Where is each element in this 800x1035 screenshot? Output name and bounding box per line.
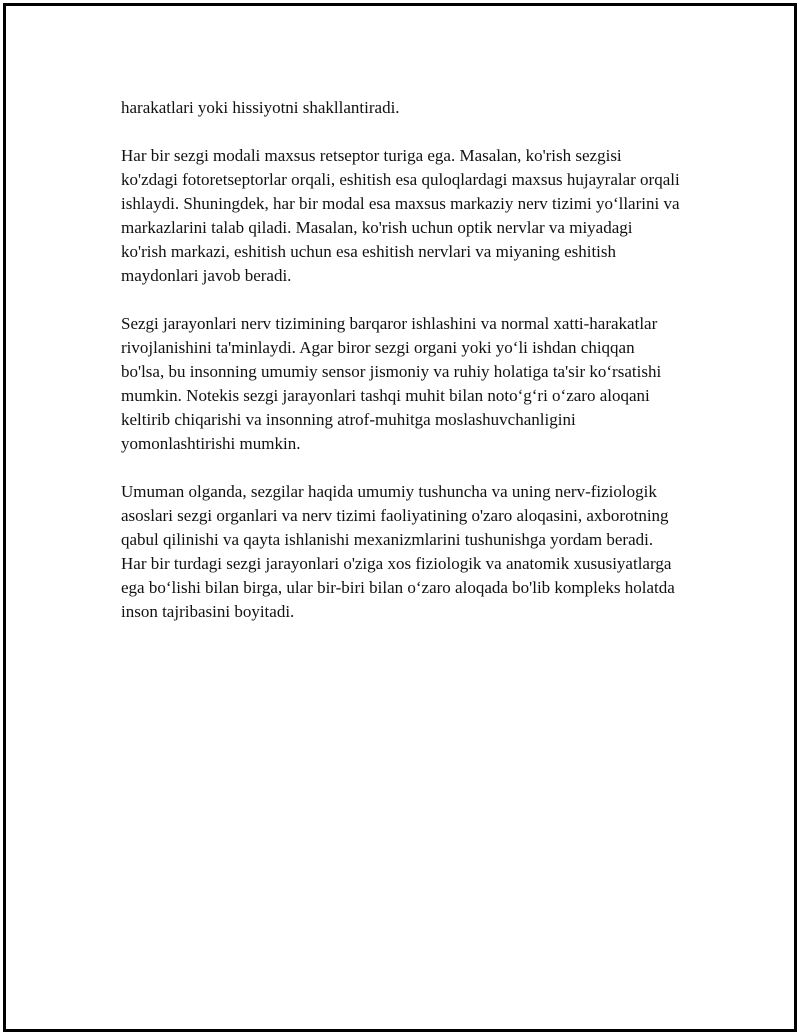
document-body xyxy=(121,96,681,648)
paragraph-4: Umuman olganda, sezgilar haqida umumiy tushuncha va uning nerv-fiziologik asoslari sezgi organlari va nerv tizimi faoliyatining o'zaro aloqasini, axborotning qabul qilinishi va qayta ishlanishi mexanizmlarini tushunishga yordam beradi. Har bir turdagi sezgi jarayonlari o'ziga xos fiziologik va anatomik xususiyatlarga ega bo‘lishi bilan birga, ular bir-biri bilan o‘zaro aloqada bo'lib kompleks holatda inson tajribasini boyitadi. xyxy=(121,482,675,621)
paragraph-1: harakatlari yoki hissiyotni shakllantiradi. xyxy=(121,98,400,117)
paragraph-3: Sezgi jarayonlari nerv tizimining barqaror ishlashini va normal xatti-harakatlar rivojlanishini ta'minlaydi. Agar biror sezgi organi yoki yo‘li ishdan chiqqan bo'lsa, bu insonning umumiy sensor jismoniy va ruhiy holatiga ta'sir ko‘rsatishi mumkin. Notekis sezgi jarayonlari tashqi muhit bilan noto‘g‘ri o‘zaro aloqani keltirib chiqarishi va insonning atrof-muhitga moslashuvchanligini yomonlashtirishi mumkin. xyxy=(121,314,662,453)
page-frame xyxy=(3,3,797,1032)
paragraph-2: Har bir sezgi modali maxsus retseptor turiga ega. Masalan, ko'rish sezgisi ko'zdagi fotoretseptorlar orqali, eshitish esa quloqlardagi maxsus hujayralar orqali ishlaydi. Shuningdek, har bir modal esa maxsus markaziy nerv tizimi yo‘llarini va markazlarini talab qiladi. Masalan, ko'rish uchun optik nervlar va miyadagi ko'rish markazi, eshitish uchun esa eshitish nervlari va miyaning eshitish maydonlari javob beradi. xyxy=(121,146,680,285)
